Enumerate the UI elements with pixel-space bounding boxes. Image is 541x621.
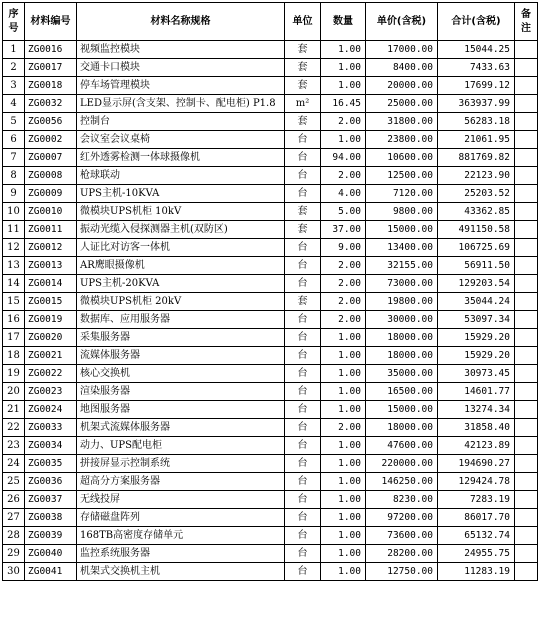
table-row — [3, 221, 538, 239]
header-note: 备注 — [515, 3, 538, 41]
cell-price: 18000.00 — [366, 347, 438, 365]
cell-note — [515, 221, 538, 239]
cell-note — [515, 131, 538, 149]
cell-code: ZG0015 — [25, 293, 77, 311]
cell-code: ZG0023 — [25, 383, 77, 401]
cell-index: 26 — [3, 491, 25, 509]
cell-note — [515, 257, 538, 275]
cell-note — [515, 275, 538, 293]
table-row — [3, 437, 538, 455]
cell-index: 27 — [3, 509, 25, 527]
cell-total: 15929.20 — [438, 329, 515, 347]
cell-qty: 1.00 — [321, 527, 366, 545]
cell-code: ZG0041 — [25, 563, 77, 581]
cell-qty: 9.00 — [321, 239, 366, 257]
cell-index: 8 — [3, 167, 25, 185]
cell-note — [515, 329, 538, 347]
table-row — [3, 293, 538, 311]
table-row — [3, 563, 538, 581]
cell-index: 14 — [3, 275, 25, 293]
cell-name: 机架式流媒体服务器 — [77, 419, 285, 437]
cell-total: 7283.19 — [438, 491, 515, 509]
cell-code: ZG0010 — [25, 203, 77, 221]
cell-code: ZG0020 — [25, 329, 77, 347]
cell-code: ZG0033 — [25, 419, 77, 437]
cell-name: 振动光缆入侵探测器主机(双防区) — [77, 221, 285, 239]
cell-price: 8230.00 — [366, 491, 438, 509]
cell-index: 22 — [3, 419, 25, 437]
cell-note — [515, 545, 538, 563]
cell-price: 9800.00 — [366, 203, 438, 221]
cell-total: 35044.24 — [438, 293, 515, 311]
cell-qty: 2.00 — [321, 311, 366, 329]
header-qty: 数量 — [321, 3, 366, 41]
cell-index: 19 — [3, 365, 25, 383]
cell-qty: 2.00 — [321, 419, 366, 437]
cell-index: 4 — [3, 95, 25, 113]
cell-total: 491150.58 — [438, 221, 515, 239]
cell-name: 会议室会议桌椅 — [77, 131, 285, 149]
header-code: 材料编号 — [25, 3, 77, 41]
cell-total: 129203.54 — [438, 275, 515, 293]
cell-index: 18 — [3, 347, 25, 365]
cell-code: ZG0017 — [25, 59, 77, 77]
cell-name: 枪球联动 — [77, 167, 285, 185]
cell-total: 194690.27 — [438, 455, 515, 473]
cell-qty: 2.00 — [321, 167, 366, 185]
cell-index: 23 — [3, 437, 25, 455]
cell-unit: 台 — [285, 347, 321, 365]
cell-qty: 94.00 — [321, 149, 366, 167]
materials-table — [2, 2, 538, 581]
table-row — [3, 329, 538, 347]
cell-unit: 台 — [285, 437, 321, 455]
cell-index: 9 — [3, 185, 25, 203]
cell-code: ZG0021 — [25, 347, 77, 365]
cell-code: ZG0035 — [25, 455, 77, 473]
cell-index: 1 — [3, 41, 25, 59]
cell-price: 23800.00 — [366, 131, 438, 149]
cell-index: 28 — [3, 527, 25, 545]
cell-code: ZG0022 — [25, 365, 77, 383]
cell-code: ZG0039 — [25, 527, 77, 545]
cell-note — [515, 59, 538, 77]
table-row — [3, 239, 538, 257]
cell-note — [515, 167, 538, 185]
header-price: 单价(含税) — [366, 3, 438, 41]
cell-name: 视频监控模块 — [77, 41, 285, 59]
cell-unit: 台 — [285, 419, 321, 437]
cell-qty: 1.00 — [321, 329, 366, 347]
cell-note — [515, 455, 538, 473]
cell-price: 16500.00 — [366, 383, 438, 401]
table-row — [3, 77, 538, 95]
cell-total: 65132.74 — [438, 527, 515, 545]
cell-name: 停车场管理模块 — [77, 77, 285, 95]
table-row — [3, 311, 538, 329]
table-row — [3, 41, 538, 59]
cell-price: 73600.00 — [366, 527, 438, 545]
cell-price: 30000.00 — [366, 311, 438, 329]
cell-code: ZG0008 — [25, 167, 77, 185]
cell-note — [515, 185, 538, 203]
table-row — [3, 527, 538, 545]
cell-index: 12 — [3, 239, 25, 257]
cell-total: 15044.25 — [438, 41, 515, 59]
cell-note — [515, 563, 538, 581]
cell-note — [515, 527, 538, 545]
cell-price: 25000.00 — [366, 95, 438, 113]
cell-code: ZG0032 — [25, 95, 77, 113]
cell-name: 流媒体服务器 — [77, 347, 285, 365]
cell-price: 12500.00 — [366, 167, 438, 185]
cell-name: 超高分方案服务器 — [77, 473, 285, 491]
table-row — [3, 167, 538, 185]
cell-total: 7433.63 — [438, 59, 515, 77]
table-row — [3, 257, 538, 275]
cell-note — [515, 239, 538, 257]
cell-price: 18000.00 — [366, 419, 438, 437]
cell-name: 机架式交换机主机 — [77, 563, 285, 581]
cell-name: UPS主机-20KVA — [77, 275, 285, 293]
table-row — [3, 275, 538, 293]
cell-qty: 2.00 — [321, 113, 366, 131]
cell-name: 动力、UPS配电柜 — [77, 437, 285, 455]
cell-total: 14601.77 — [438, 383, 515, 401]
cell-name: 168TB高密度存储单元 — [77, 527, 285, 545]
cell-unit: 台 — [285, 383, 321, 401]
cell-qty: 5.00 — [321, 203, 366, 221]
table-row — [3, 149, 538, 167]
cell-note — [515, 491, 538, 509]
cell-note — [515, 95, 538, 113]
cell-unit: 套 — [285, 203, 321, 221]
cell-qty: 1.00 — [321, 473, 366, 491]
header-unit: 单位 — [285, 3, 321, 41]
cell-name: AR鹰眼摄像机 — [77, 257, 285, 275]
cell-note — [515, 365, 538, 383]
cell-unit: 台 — [285, 401, 321, 419]
cell-total: 56911.50 — [438, 257, 515, 275]
cell-index: 29 — [3, 545, 25, 563]
cell-code: ZG0013 — [25, 257, 77, 275]
cell-unit: 台 — [285, 257, 321, 275]
cell-total: 86017.70 — [438, 509, 515, 527]
cell-unit: m² — [285, 95, 321, 113]
cell-index: 24 — [3, 455, 25, 473]
cell-total: 42123.89 — [438, 437, 515, 455]
cell-qty: 1.00 — [321, 491, 366, 509]
cell-qty: 1.00 — [321, 365, 366, 383]
cell-note — [515, 383, 538, 401]
cell-name: 微模块UPS机柜 10kV — [77, 203, 285, 221]
cell-total: 21061.95 — [438, 131, 515, 149]
table-row — [3, 491, 538, 509]
cell-unit: 台 — [285, 365, 321, 383]
cell-price: 19800.00 — [366, 293, 438, 311]
header-total: 合计(含税) — [438, 3, 515, 41]
header-row — [3, 3, 538, 41]
cell-qty: 1.00 — [321, 59, 366, 77]
cell-price: 20000.00 — [366, 77, 438, 95]
cell-code: ZG0040 — [25, 545, 77, 563]
table-row — [3, 95, 538, 113]
cell-unit: 套 — [285, 59, 321, 77]
cell-code: ZG0019 — [25, 311, 77, 329]
cell-price: 47600.00 — [366, 437, 438, 455]
cell-qty: 1.00 — [321, 545, 366, 563]
cell-note — [515, 509, 538, 527]
cell-unit: 台 — [285, 239, 321, 257]
cell-unit: 台 — [285, 275, 321, 293]
cell-price: 12750.00 — [366, 563, 438, 581]
cell-name: 交通卡口模块 — [77, 59, 285, 77]
cell-unit: 套 — [285, 221, 321, 239]
cell-name: 地图服务器 — [77, 401, 285, 419]
cell-unit: 套 — [285, 113, 321, 131]
cell-index: 15 — [3, 293, 25, 311]
cell-total: 43362.85 — [438, 203, 515, 221]
cell-qty: 1.00 — [321, 455, 366, 473]
cell-unit: 台 — [285, 329, 321, 347]
table-row — [3, 347, 538, 365]
cell-code: ZG0014 — [25, 275, 77, 293]
cell-name: 监控系统服务器 — [77, 545, 285, 563]
cell-price: 97200.00 — [366, 509, 438, 527]
cell-name: 渲染服务器 — [77, 383, 285, 401]
cell-name: 控制台 — [77, 113, 285, 131]
cell-name: 微模块UPS机柜 20kV — [77, 293, 285, 311]
cell-total: 24955.75 — [438, 545, 515, 563]
cell-note — [515, 347, 538, 365]
cell-note — [515, 311, 538, 329]
cell-total: 17699.12 — [438, 77, 515, 95]
cell-qty: 16.45 — [321, 95, 366, 113]
cell-index: 20 — [3, 383, 25, 401]
cell-price: 18000.00 — [366, 329, 438, 347]
table-row — [3, 185, 538, 203]
cell-price: 31800.00 — [366, 113, 438, 131]
cell-note — [515, 203, 538, 221]
cell-note — [515, 149, 538, 167]
cell-unit: 套 — [285, 293, 321, 311]
table-body — [3, 41, 538, 581]
cell-qty: 1.00 — [321, 41, 366, 59]
cell-unit: 台 — [285, 563, 321, 581]
cell-index: 17 — [3, 329, 25, 347]
cell-note — [515, 419, 538, 437]
cell-code: ZG0012 — [25, 239, 77, 257]
cell-price: 146250.00 — [366, 473, 438, 491]
cell-price: 28200.00 — [366, 545, 438, 563]
cell-price: 15000.00 — [366, 221, 438, 239]
table-row — [3, 365, 538, 383]
cell-index: 7 — [3, 149, 25, 167]
cell-code: ZG0024 — [25, 401, 77, 419]
table-row — [3, 401, 538, 419]
cell-qty: 2.00 — [321, 257, 366, 275]
cell-price: 73000.00 — [366, 275, 438, 293]
cell-total: 13274.34 — [438, 401, 515, 419]
cell-price: 8400.00 — [366, 59, 438, 77]
cell-unit: 台 — [285, 131, 321, 149]
table-row — [3, 383, 538, 401]
cell-index: 2 — [3, 59, 25, 77]
table-row — [3, 509, 538, 527]
cell-index: 16 — [3, 311, 25, 329]
cell-index: 5 — [3, 113, 25, 131]
cell-name: 采集服务器 — [77, 329, 285, 347]
cell-qty: 1.00 — [321, 563, 366, 581]
cell-note — [515, 77, 538, 95]
cell-note — [515, 41, 538, 59]
cell-price: 35000.00 — [366, 365, 438, 383]
cell-note — [515, 437, 538, 455]
table-row — [3, 59, 538, 77]
cell-price: 7120.00 — [366, 185, 438, 203]
cell-qty: 1.00 — [321, 401, 366, 419]
cell-total: 106725.69 — [438, 239, 515, 257]
cell-index: 11 — [3, 221, 25, 239]
cell-price: 15000.00 — [366, 401, 438, 419]
cell-index: 13 — [3, 257, 25, 275]
cell-code: ZG0009 — [25, 185, 77, 203]
cell-unit: 套 — [285, 41, 321, 59]
cell-note — [515, 401, 538, 419]
cell-name: UPS主机-10KVA — [77, 185, 285, 203]
cell-qty: 37.00 — [321, 221, 366, 239]
cell-price: 10600.00 — [366, 149, 438, 167]
cell-total: 31858.40 — [438, 419, 515, 437]
table-row — [3, 545, 538, 563]
cell-price: 17000.00 — [366, 41, 438, 59]
cell-total: 129424.78 — [438, 473, 515, 491]
header-name: 材料名称规格 — [77, 3, 285, 41]
cell-name: 核心交换机 — [77, 365, 285, 383]
cell-total: 22123.90 — [438, 167, 515, 185]
cell-index: 10 — [3, 203, 25, 221]
cell-name: 无线投屏 — [77, 491, 285, 509]
cell-unit: 台 — [285, 149, 321, 167]
cell-note — [515, 293, 538, 311]
cell-unit: 台 — [285, 545, 321, 563]
table-row — [3, 473, 538, 491]
cell-total: 363937.99 — [438, 95, 515, 113]
cell-note — [515, 113, 538, 131]
table-row — [3, 203, 538, 221]
cell-total: 56283.18 — [438, 113, 515, 131]
cell-total: 15929.20 — [438, 347, 515, 365]
cell-unit: 台 — [285, 491, 321, 509]
cell-code: ZG0016 — [25, 41, 77, 59]
cell-name: 人证比对访客一体机 — [77, 239, 285, 257]
cell-total: 881769.82 — [438, 149, 515, 167]
cell-qty: 1.00 — [321, 509, 366, 527]
cell-qty: 1.00 — [321, 437, 366, 455]
cell-qty: 2.00 — [321, 293, 366, 311]
table-row — [3, 419, 538, 437]
cell-unit: 台 — [285, 527, 321, 545]
cell-qty: 1.00 — [321, 347, 366, 365]
cell-unit: 台 — [285, 473, 321, 491]
table-row — [3, 455, 538, 473]
cell-name: LED显示屏(含支架、控制卡、配电柜) P1.8 — [77, 95, 285, 113]
cell-note — [515, 473, 538, 491]
cell-unit: 套 — [285, 77, 321, 95]
cell-total: 25203.52 — [438, 185, 515, 203]
cell-name: 存储磁盘阵列 — [77, 509, 285, 527]
cell-unit: 台 — [285, 455, 321, 473]
cell-index: 3 — [3, 77, 25, 95]
cell-index: 30 — [3, 563, 25, 581]
cell-total: 53097.34 — [438, 311, 515, 329]
cell-code: ZG0038 — [25, 509, 77, 527]
cell-unit: 台 — [285, 185, 321, 203]
cell-index: 21 — [3, 401, 25, 419]
header-index: 序号 — [3, 3, 25, 41]
cell-qty: 2.00 — [321, 275, 366, 293]
cell-index: 6 — [3, 131, 25, 149]
cell-code: ZG0034 — [25, 437, 77, 455]
cell-name: 拼接屏显示控制系统 — [77, 455, 285, 473]
cell-name: 数据库、应用服务器 — [77, 311, 285, 329]
cell-code: ZG0037 — [25, 491, 77, 509]
table-row — [3, 113, 538, 131]
cell-name: 红外透雾检测一体球摄像机 — [77, 149, 285, 167]
cell-unit: 台 — [285, 311, 321, 329]
cell-code: ZG0011 — [25, 221, 77, 239]
cell-unit: 台 — [285, 509, 321, 527]
cell-total: 11283.19 — [438, 563, 515, 581]
cell-code: ZG0036 — [25, 473, 77, 491]
cell-unit: 台 — [285, 167, 321, 185]
cell-code: ZG0018 — [25, 77, 77, 95]
cell-code: ZG0007 — [25, 149, 77, 167]
cell-price: 13400.00 — [366, 239, 438, 257]
cell-qty: 1.00 — [321, 131, 366, 149]
cell-qty: 1.00 — [321, 383, 366, 401]
cell-code: ZG0056 — [25, 113, 77, 131]
cell-qty: 4.00 — [321, 185, 366, 203]
cell-price: 32155.00 — [366, 257, 438, 275]
cell-index: 25 — [3, 473, 25, 491]
cell-price: 220000.00 — [366, 455, 438, 473]
cell-qty: 1.00 — [321, 77, 366, 95]
cell-total: 30973.45 — [438, 365, 515, 383]
table-row — [3, 131, 538, 149]
cell-code: ZG0002 — [25, 131, 77, 149]
